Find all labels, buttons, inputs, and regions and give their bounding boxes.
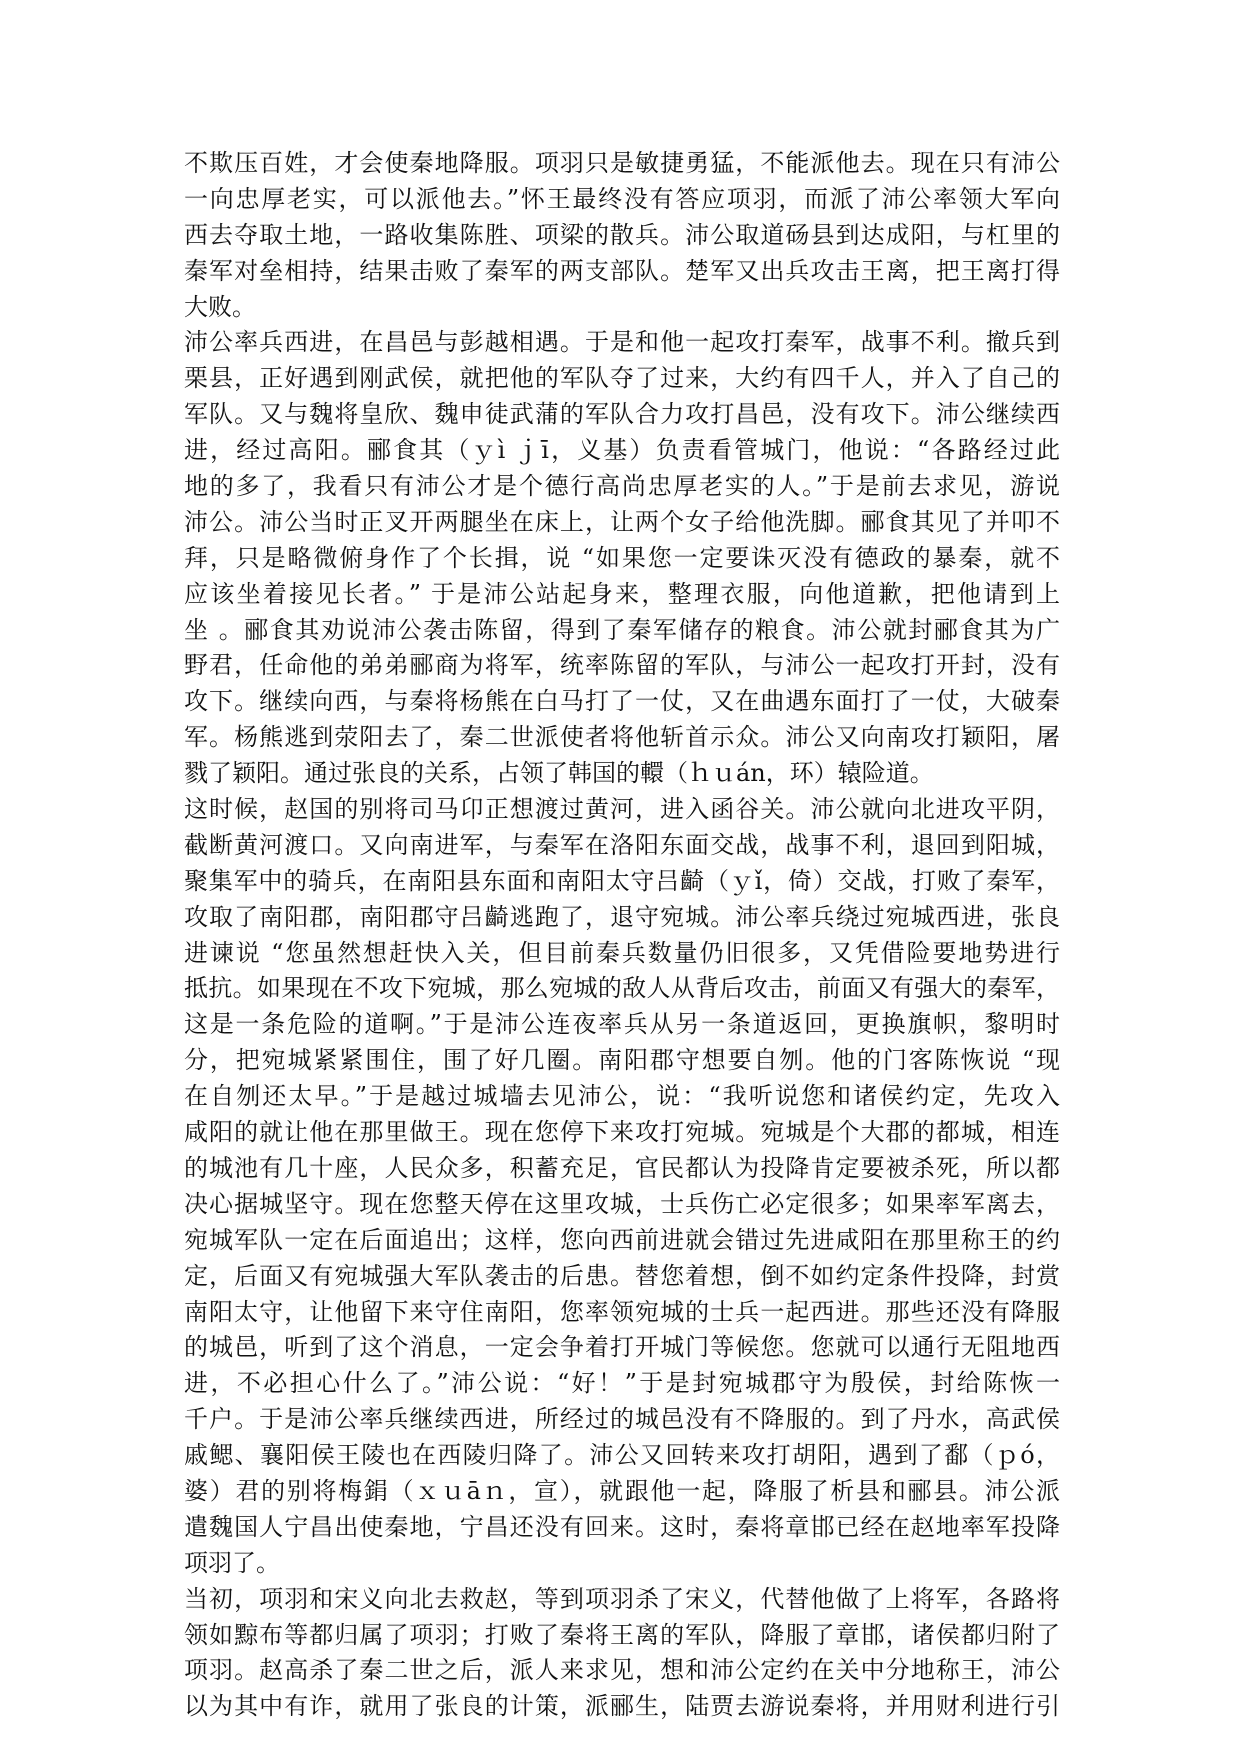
text-line: 千户。于是沛公率兵继续西进，所经过的城邑没有不降服的。到了丹水，高武侯 [184,1405,1060,1434]
text-line: 军。杨熊逃到荥阳去了，秦二世派使者将他斩首示众。沛公又向南攻打颖阳，屠 [184,723,1060,752]
text-line: 分，把宛城紧紧围住，围了好几圈。南阳郡守想要自刎。他的门客陈恢说 “现 [184,1046,1060,1075]
text-line: 定，后面又有宛城强大军队袭击的后患。替您着想，倒不如约定条件投降，封赏 [184,1261,1060,1290]
text-line: 的城池有几十座，人民众多，积蓄充足，官民都认为投降肯定要被杀死，所以都 [184,1153,1060,1182]
text-line: 栗县，正好遇到刚武侯，就把他的军队夺了过来，大约有四千人，并入了自己的 [184,364,1060,393]
text-line: 拜，只是略微俯身作了个长揖，说 “如果您一定要诛灭没有德政的暴秦，就不 [184,543,1060,572]
text-line: 当初，项羽和宋义向北去救赵，等到项羽杀了宋义，代替他做了上将军，各路将 [184,1584,1060,1613]
text-line: 军队。又与魏将皇欣、魏申徒武蒲的军队合力攻打昌邑，没有攻下。沛公继续西 [184,400,1060,429]
text-line: 沛公率兵西进，在昌邑与彭越相遇。于是和他一起攻打秦军，战事不利。撤兵到 [184,328,1060,357]
text-line: 这是一条危险的道啊。”于是沛公连夜率兵从另一条道返回，更换旗帜，黎明时 [184,1010,1060,1039]
text-line: 这时候，赵国的别将司马卬正想渡过黄河，进入函谷关。沛公就向北进攻平阴， [184,795,1060,824]
text-line: 大败。 [184,292,256,321]
text-line: 不欺压百姓，才会使秦地降服。项羽只是敏捷勇猛，不能派他去。现在只有沛公 [184,149,1060,177]
text-line: 进，不必担心什么了。”沛公说：“好！”于是封宛城郡守为殷侯，封给陈恢一 [184,1369,1060,1398]
text-line: 野君，任命他的弟弟郦商为将军，统率陈留的军队，与沛公一起攻打开封，没有 [184,651,1060,680]
text-line: 进，经过高阳。郦食其（ｙì ｊī，义基）负责看管城门，他说：“各路经过此 [184,436,1060,465]
text-line: 项羽了。 [184,1548,280,1577]
text-line: 地的多了，我看只有沛公才是个德行高尚忠厚老实的人。”于是前去求见，游说 [184,472,1060,501]
text-line: 婆）君的别将梅鋗（ｘｕāｎ，宣），就跟他一起，降服了析县和郦县。沛公派 [184,1476,1060,1505]
text-line: 在自刎还太早。”于是越过城墙去见沛公，说：“我听说您和诸侯约定，先攻入 [184,1082,1060,1111]
text-line: 进谏说 “您虽然想赶快入关，但目前秦兵数量仍旧很多，又凭借险要地势进行 [184,938,1060,967]
text-line: 截断黄河渡口。又向南进军，与秦军在洛阳东面交战，战事不利，退回到阳城， [184,830,1060,859]
text-line: 应该坐着接见长者。” 于是沛公站起身来，整理衣服，向他道歉，把他请到上 [184,579,1060,608]
text-line: 项羽。赵高杀了秦二世之后，派人来求见，想和沛公定约在关中分地称王，沛公 [184,1656,1060,1685]
document-body-text [184,146,1060,1725]
text-line: 宛城军队一定在后面追出；这样，您向西前进就会错过先进咸阳在那里称王的约 [184,1225,1060,1254]
text-line: 的城邑，听到了这个消息，一定会争着打开城门等候您。您就可以通行无阻地西 [184,1333,1060,1362]
text-line: 以为其中有诈，就用了张良的计策，派郦生，陆贾去游说秦将，并用财利进行引 [184,1692,1060,1721]
text-line: 领如黥布等都归属了项羽；打败了秦将王离的军队，降服了章邯，诸侯都归附了 [184,1620,1060,1649]
text-line: 坐 。郦食其劝说沛公袭击陈留，得到了秦军储存的粮食。沛公就封郦食其为广 [184,615,1060,644]
text-line: 聚集军中的骑兵，在南阳县东面和南阳太守吕齮（ｙǐ，倚）交战，打败了秦军， [184,866,1060,895]
text-line: 一向忠厚老实，可以派他去。”怀王最终没有答应项羽，而派了沛公率领大军向 [184,184,1060,213]
text-line: 沛公。沛公当时正叉开两腿坐在床上，让两个女子给他洗脚。郦食其见了并叩不 [184,507,1060,536]
text-line: 戮了颖阳。通过张良的关系，占领了韩国的轘（ｈｕán，环）辕险道。 [184,759,934,788]
text-line: 遣魏国人宁昌出使秦地，宁昌还没有回来。这时，秦将章邯已经在赵地率军投降 [184,1512,1060,1541]
text-line: 秦军对垒相持，结果击败了秦军的两支部队。楚军又出兵攻击王离，把王离打得 [184,256,1060,285]
text-line: 决心据城坚守。现在您整天停在这里攻城，士兵伤亡必定很多；如果率军离去， [184,1189,1060,1218]
text-line: 抵抗。如果现在不攻下宛城，那么宛城的敌人从背后攻击，前面又有强大的秦军， [184,974,1060,1003]
text-line: 西去夺取土地，一路收集陈胜、项梁的散兵。沛公取道砀县到达成阳，与杠里的 [184,220,1060,249]
text-line: 攻取了南阳郡，南阳郡守吕齮逃跑了，退守宛城。沛公率兵绕过宛城西进，张良 [184,902,1060,931]
text-line: 攻下。继续向西，与秦将杨熊在白马打了一仗，又在曲遇东面打了一仗，大破秦 [184,687,1060,716]
text-line: 戚鳃、襄阳侯王陵也在西陵归降了。沛公又回转来攻打胡阳，遇到了鄱（ｐó， [184,1441,1060,1470]
text-line: 咸阳的就让他在那里做王。现在您停下来攻打宛城。宛城是个大郡的都城，相连 [184,1118,1060,1147]
text-line: 南阳太守，让他留下来守住南阳，您率领宛城的士兵一起西进。那些还没有降服 [184,1297,1060,1326]
